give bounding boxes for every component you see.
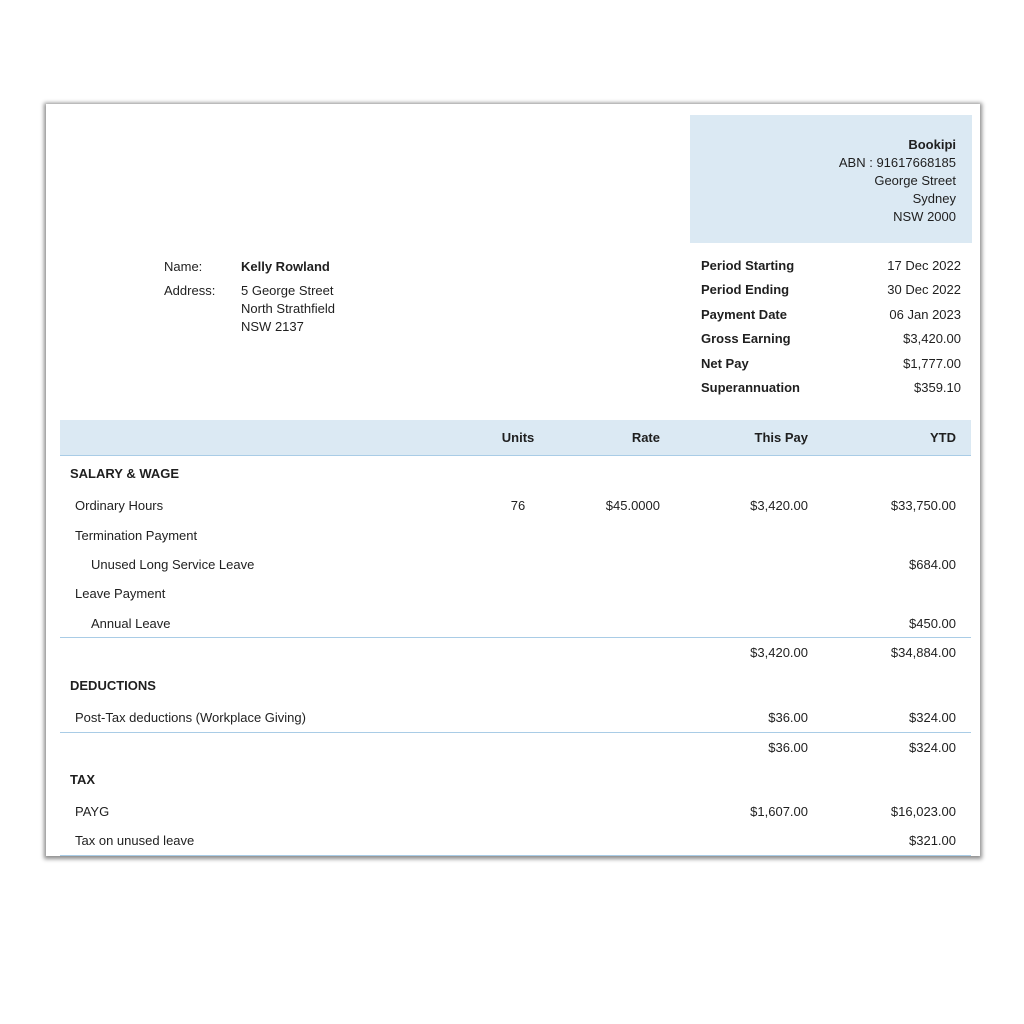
- salary-total-row: [60, 638, 971, 667]
- table-row: [60, 826, 971, 855]
- section-title: DEDUCTIONS: [70, 678, 156, 693]
- table-row: [60, 797, 971, 826]
- period-label: Net Pay: [701, 355, 749, 371]
- total-ytd: $324.00: [909, 740, 956, 755]
- payslip: [46, 104, 980, 856]
- table-row: [60, 550, 971, 579]
- period-label: Superannuation: [701, 379, 800, 395]
- employee-address-label: Address:: [164, 283, 216, 298]
- period-row: [701, 329, 961, 353]
- row-ytd: $684.00: [909, 557, 956, 572]
- deductions-total-row: [60, 733, 971, 762]
- row-ytd: $450.00: [909, 616, 956, 631]
- row-label: Leave Payment: [75, 586, 166, 601]
- period-row: [701, 256, 961, 280]
- row-this-pay: $3,420.00: [750, 498, 808, 513]
- employee-details: [164, 258, 335, 336]
- company-street: George Street: [874, 173, 956, 188]
- employee-name: Kelly Rowland: [241, 259, 330, 274]
- table-row: [60, 609, 971, 638]
- period-value: $359.10: [914, 379, 961, 395]
- company-details: [690, 115, 972, 243]
- section-divider: [60, 855, 971, 856]
- table-row: [60, 521, 971, 550]
- section-heading-salary: [60, 459, 971, 488]
- period-row: [701, 354, 961, 378]
- section-heading-tax: [60, 765, 971, 794]
- row-ytd: $16,023.00: [890, 804, 956, 819]
- header-units: Units: [501, 430, 535, 445]
- table-row: [60, 703, 971, 732]
- row-label: Post-Tax deductions (Workplace Giving): [75, 710, 306, 725]
- period-value: 17 Dec 2022: [887, 258, 961, 273]
- header-rate: Rate: [631, 430, 660, 445]
- section-title: SALARY & WAGE: [70, 466, 180, 481]
- header-this-pay: This Pay: [754, 430, 808, 445]
- table-row: [60, 491, 971, 520]
- row-label: Termination Payment: [75, 528, 198, 543]
- row-label: PAYG: [75, 804, 110, 819]
- period-row: [701, 280, 961, 304]
- address-line-2: North Strathfield: [241, 301, 335, 316]
- period-value: $1,777.00: [903, 355, 961, 371]
- employee-name-row: [164, 258, 335, 276]
- row-units: 76: [510, 498, 526, 513]
- period-label: Gross Earning: [701, 331, 791, 347]
- period-value: 06 Jan 2023: [889, 306, 961, 322]
- row-ytd: $33,750.00: [890, 498, 956, 513]
- row-label: Tax on unused leave: [75, 833, 195, 848]
- total-this-pay: $3,420.00: [750, 645, 808, 660]
- header-ytd: YTD: [930, 430, 956, 445]
- address-line-1: 5 George Street: [241, 283, 334, 298]
- row-rate: $45.0000: [605, 498, 660, 513]
- row-label: Annual Leave: [91, 616, 171, 631]
- address-line-3: NSW 2137: [241, 319, 304, 334]
- employee-address-row: [164, 282, 335, 336]
- section-title: TAX: [70, 772, 96, 787]
- employee-name-label: Name:: [164, 259, 203, 274]
- company-state: NSW 2000: [893, 209, 956, 224]
- row-label: Unused Long Service Leave: [91, 557, 255, 572]
- total-ytd: $34,884.00: [890, 645, 956, 660]
- row-ytd: $324.00: [909, 710, 956, 725]
- period-label: Period Starting: [701, 258, 795, 273]
- section-heading-deductions: [60, 671, 971, 700]
- company-name: Bookipi: [908, 137, 956, 152]
- row-label: Ordinary Hours: [75, 498, 164, 513]
- period-label: Payment Date: [701, 306, 787, 322]
- row-this-pay: $36.00: [768, 710, 808, 725]
- period-row: [701, 378, 961, 402]
- row-ytd: $321.00: [909, 833, 956, 848]
- table-row: [60, 579, 971, 608]
- period-row: [701, 305, 961, 329]
- table-header: [60, 420, 971, 456]
- employee-address: [241, 282, 335, 336]
- period-value: 30 Dec 2022: [887, 282, 961, 298]
- pay-period-summary: [701, 256, 961, 402]
- company-abn: ABN : 91617668185: [838, 155, 956, 170]
- company-city: Sydney: [912, 191, 956, 206]
- row-this-pay: $1,607.00: [750, 804, 808, 819]
- total-this-pay: $36.00: [768, 740, 808, 755]
- period-value: $3,420.00: [903, 331, 961, 347]
- period-label: Period Ending: [701, 282, 790, 298]
